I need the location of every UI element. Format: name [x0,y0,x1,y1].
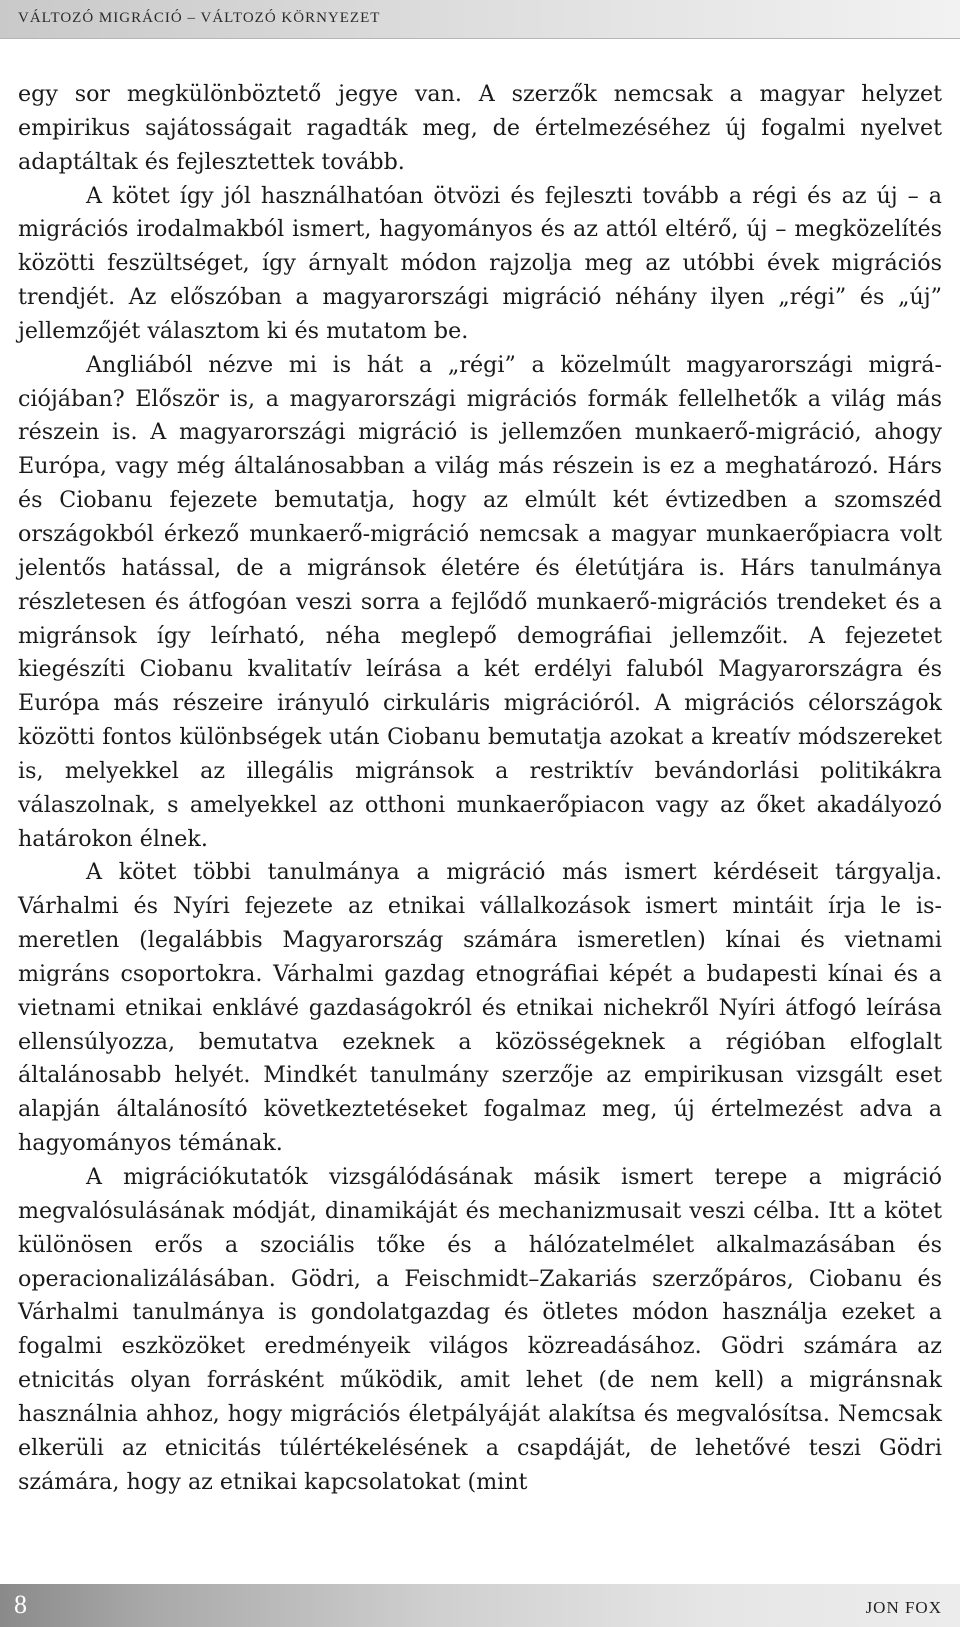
paragraph: A migrációkutatók vizsgálódásának másik ismert terepe a migráció megvalósulásának módját, dinamikáját és mechanizmusait veszi célba. Itt a kötet különösen erős a szociális tőke és a hálózatelmélet alkalmazásában és operacionalizálásában. Gödri, a Feischmidt–Zakariás szerzőpáros, Ciobanu és Várhalmi tanulmánya is gondolatgazdag és ötletes módon használja ezeket a fogalmi eszközöket eredményeik világos közreadásához. Gödri számára az etnicitás olyan forrásként működik, amit lehet (de nem kell) a migránsnak használnia ahhoz, hogy migrációs életpályáját alakítsa és megvalósítsa. Nemcsak elkerüli az etnicitás túlértékelésének a csapdáját, de lehetővé teszi Gödri számára, hogy az etnikai kapcsolatokat (mint [18,1164,942,1495]
running-title: VÁLTOZÓ MIGRÁCIÓ – VÁLTOZÓ KÖRNYEZET [18,10,381,26]
paragraph: egy sor megkülönböztető jegye van. A szerzők nemcsak a magyar helyzet empirikus sajátosságait ragadták meg, de értelmezéséhez új fogalmi nyelvet adaptáltak és fejlesztettek tovább. [18,81,942,175]
paragraph: Angliából nézve mi is hát a „régi” a közelmúlt magyarországi migrációjában? Először is, a magyarországi migrációs formák fellelhetők a világ más részein is. A magyarországi migráció is jellemzően munkaerő-migráció, ahogy Európa, vagy még általánosabban a világ más részein is ez a meghatározó. Hárs és Ciobanu fejezete bemutatja, hogy az elmúlt két évtizedben a szomszéd országokból érkező munkaerő-migráció nemcsak a magyar munkaerőpiacra volt jelentős hatással, de a migránsok életére és életútjára is. Hárs tanulmánya részletesen és átfogóan veszi sorra a fejlődő munkaerő-migrációs trendeket és a migránsok így leírható, néha meglepő demográfiai jellemzőit. A fejezetet kiegészíti Ciobanu kvalitatív leírása a két erdélyi faluból Magyarországra és Európa más részeire irányuló cirkuláris migrációról. A migrációs célországok közötti fontos különbségek után Ciobanu bemutatja azokat a kreatív módszereket is, melyekkel az illegális migránsok a restriktív bevándorlási politikákra válaszolnak, s amelyekkel az otthoni munkaerőpiacon vagy az őket akadályozó határokon élnek. [18,351,942,852]
paragraph: A kötet többi tanulmánya a migráció más ismert kérdéseit tárgyalja. Várhalmi és Nyíri fejezete az etnikai vállalkozások ismert mintáit írja le ismeretlen (legalábbis Magyarország számára ismeretlen) kínai és vietnami migráns csoportokra. Várhalmi gazdag etnográfiai képét a budapesti kínai és a vietnami etnikai enklávé gazdaságokról és etnikai nichekről Nyíri átfogó leírása ellensúlyozza, bemutatva ezeknek a közösségeknek a régióban elfoglalt általánosabb helyét. Mindkét tanulmány szerzője az empirikusan vizsgált eset alapján általánosító következtetéseket fogalmaz meg, új értelmezést adva a hagyományos témának. [18,859,942,1157]
running-head [0,0,960,39]
author-name: JON FOX [865,1598,942,1617]
page-number: 8 [14,1590,27,1619]
page-footer [0,1584,960,1627]
paragraph: A kötet így jól használhatóan ötvözi és fejleszti tovább a régi és az új – a migrációs irodalmakból ismert, hagyományos és az attól eltérő, új – megközelítés közötti feszültséget, így árnyalt módon rajzolja meg az utóbbi évek migrációs trendjét. Az előszóban a magyarországi migráció néhány ilyen „régi” és „új” jellemzőjét választom ki és mutatom be. [18,182,942,344]
body-text [18,78,942,1499]
